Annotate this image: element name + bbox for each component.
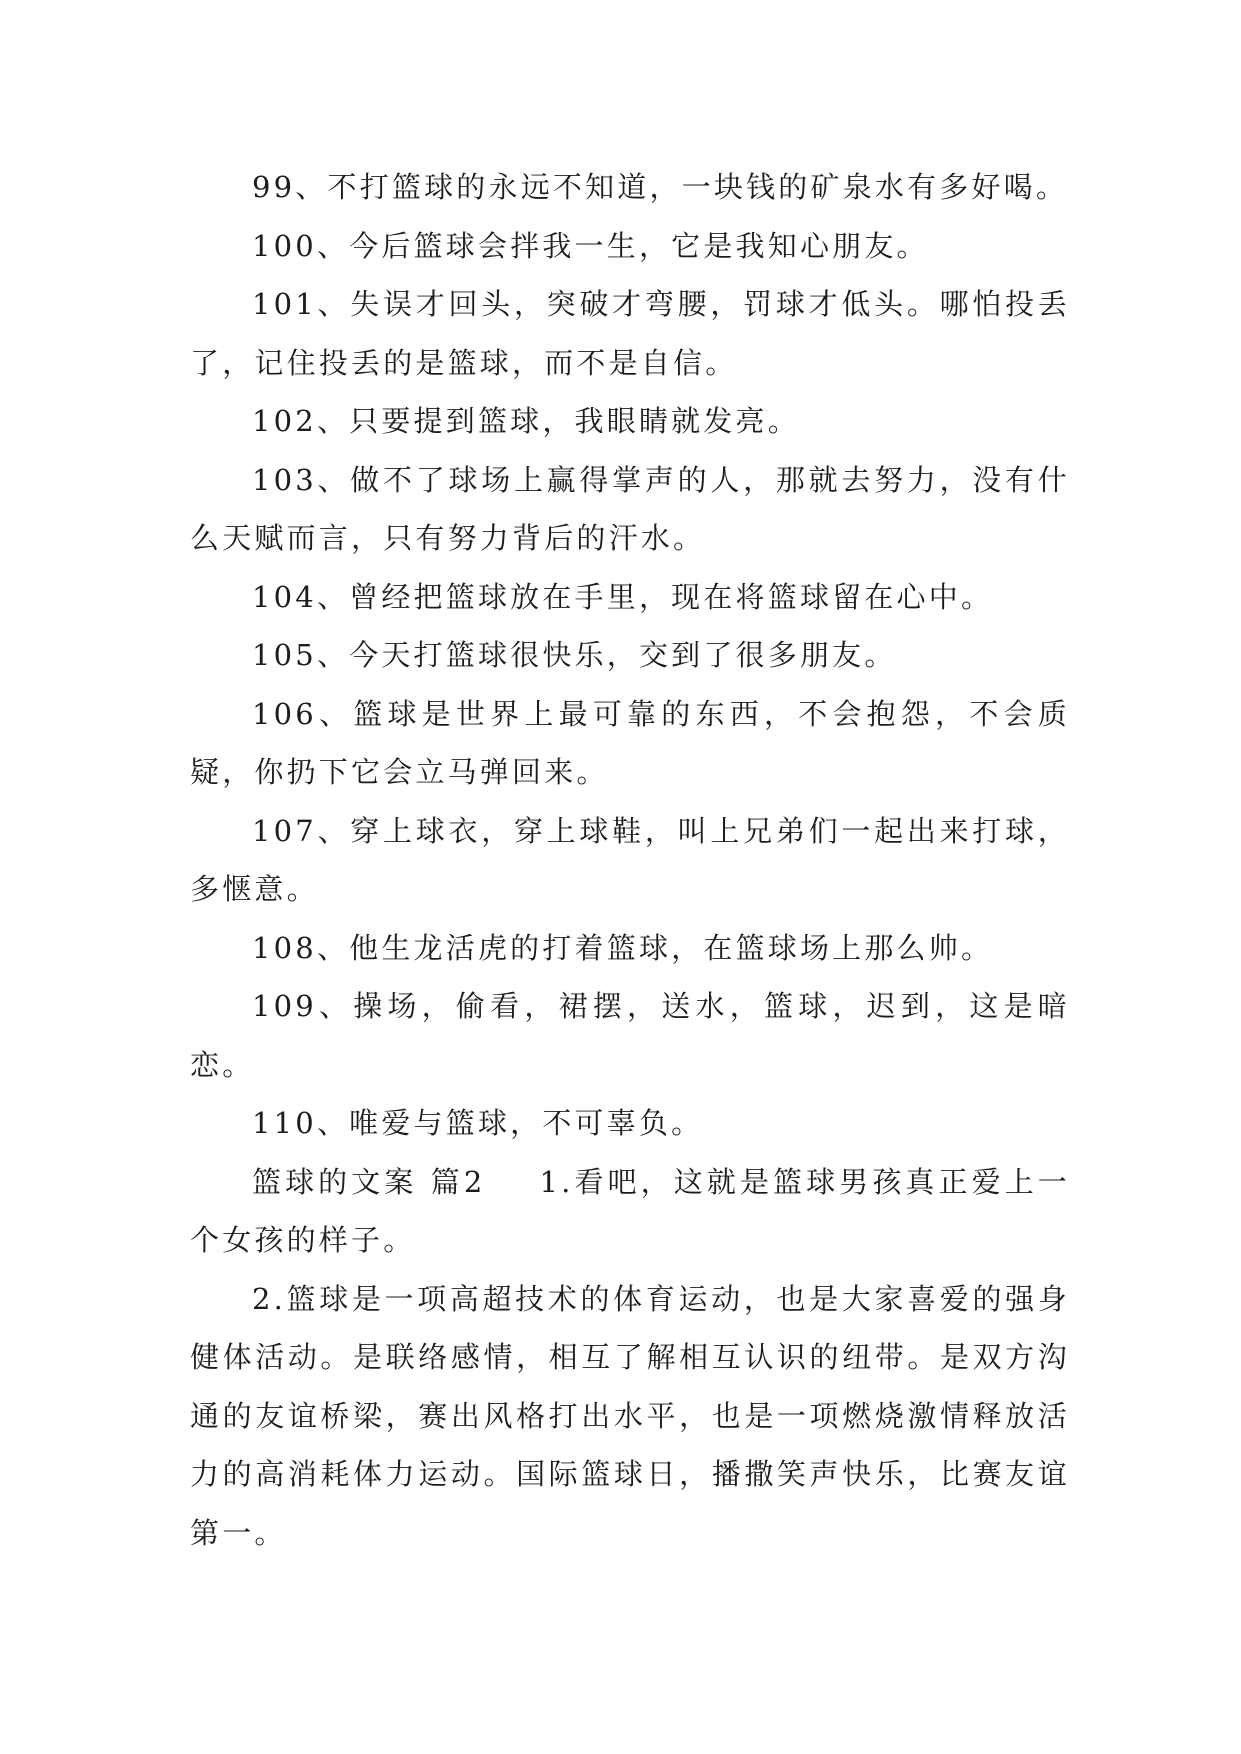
- paragraph-103: 103、做不了球场上赢得掌声的人，那就去努力，没有什么天赋而言，只有努力背后的汗水。: [190, 462, 1070, 555]
- section-heading-paragraph: [190, 1153, 1070, 1270]
- paragraph-99: 99、不打篮球的永远不知道，一块钱的矿泉水有多好喝。: [252, 170, 1069, 204]
- section-first-item: 1.看吧，这就是篮球男孩真正爱上一个女孩的样子。: [190, 1164, 1070, 1257]
- paragraph-102: 102、只要提到篮球，我眼睛就发亮。: [252, 404, 800, 438]
- document-body: [190, 158, 1070, 1562]
- paragraph-100: 100、今后篮球会拌我一生，它是我知心朋友。: [252, 228, 929, 263]
- paragraph-101: 101、失误才回头，突破才弯腰，罚球才低头。哪怕投丢了，记住投丢的是篮球，而不是自信。: [190, 287, 1070, 380]
- paragraph-item-2: 2.篮球是一项高超技术的体育运动，也是大家喜爱的强身健体活动。是联络感情，相互了解相互认识的纽带。是双方沟通的友谊桥梁，赛出风格打出水平，也是一项燃烧激情释放活力的高消耗体力运动。国际篮球日，播撒笑声快乐，比赛友谊第一。: [190, 1281, 1070, 1550]
- paragraph-108: 108、他生龙活虎的打着篮球，在篮球场上那么帅。: [252, 930, 994, 965]
- paragraph-105: 105、今天打篮球很快乐，交到了很多朋友。: [252, 638, 897, 672]
- paragraph-110: 110、唯爱与篮球，不可辜负。: [252, 1106, 704, 1140]
- paragraph-107: 107、穿上球衣，穿上球鞋，叫上兄弟们一起出来打球，多惬意。: [190, 813, 1070, 906]
- paragraph-109: 109、操场，偷看，裙摆，送水，篮球，迟到，这是暗恋。: [190, 989, 1070, 1082]
- section-heading: 篮球的文案 篇2: [252, 1164, 486, 1199]
- paragraph-104: 104、曾经把篮球放在手里，现在将篮球留在心中。: [252, 579, 994, 614]
- paragraph-106: 106、篮球是世界上最可靠的东西，不会抱怨，不会质疑，你扔下它会立马弹回来。: [190, 696, 1070, 789]
